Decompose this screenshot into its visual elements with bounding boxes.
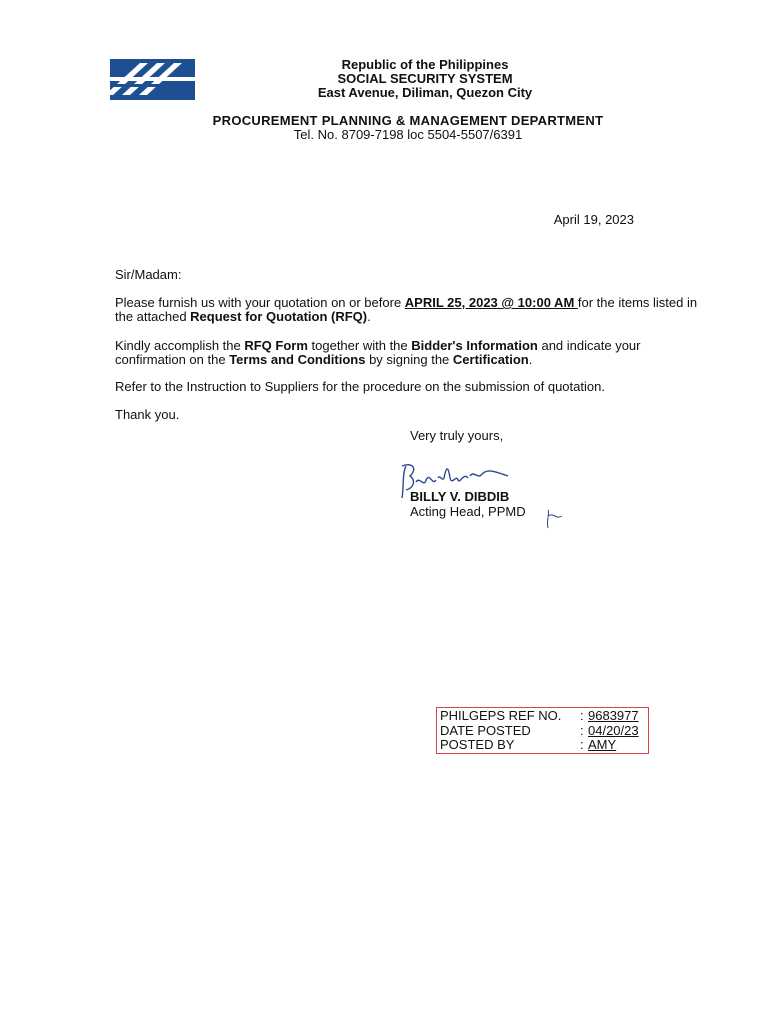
certification-text: Certification bbox=[452, 352, 529, 367]
p2-text-a: Kindly accomplish the bbox=[115, 338, 245, 353]
p1-text-c: . bbox=[367, 309, 371, 324]
posted-by-row bbox=[440, 738, 648, 753]
closing-line: Very truly yours, bbox=[410, 428, 504, 443]
p1-text-a: Please furnish us with your quotation on or before bbox=[115, 295, 405, 310]
posted-by-label: POSTED BY bbox=[440, 737, 515, 752]
date-posted-row bbox=[440, 724, 648, 739]
bidders-info-text: Bidder's Information bbox=[411, 338, 538, 353]
letterhead-country: Republic of the Philippines bbox=[341, 57, 509, 72]
paragraph-refer: Refer to the Instruction to Suppliers for the procedure on the submission of quotation. bbox=[115, 379, 605, 394]
signer-name: BILLY V. DIBDIB bbox=[410, 489, 510, 504]
p2-text-c: and indicate your confirmation on the bbox=[115, 338, 641, 367]
paragraph-instructions bbox=[115, 339, 700, 367]
posted-by-value: AMY bbox=[588, 737, 617, 752]
date-posted-label: DATE POSTED bbox=[440, 722, 531, 738]
p2-text-b: together with the bbox=[307, 338, 412, 353]
department-block bbox=[23, 114, 770, 142]
letterhead bbox=[40, 58, 770, 100]
signer-position: Acting Head, PPMD bbox=[410, 504, 526, 519]
signer-block bbox=[410, 489, 526, 519]
letter-date: April 19, 2023 bbox=[553, 212, 634, 227]
philgeps-ref-row bbox=[440, 709, 648, 724]
letterhead-agency: SOCIAL SECURITY SYSTEM bbox=[337, 71, 513, 86]
posted-by-separator: : bbox=[580, 737, 584, 752]
salutation: Sir/Madam: bbox=[115, 267, 182, 282]
date-posted-separator: : bbox=[580, 722, 584, 738]
letterhead-address: East Avenue, Diliman, Quezon City bbox=[317, 85, 533, 100]
rfq-form-text: RFQ Form bbox=[244, 338, 308, 353]
p1-text-b: for the items listed in the attached bbox=[115, 295, 698, 324]
philgeps-ref-value: 9683977 bbox=[588, 708, 639, 723]
philgeps-ref-separator: : bbox=[580, 708, 584, 723]
terms-text: Terms and Conditions bbox=[229, 352, 366, 367]
paragraph-deadline bbox=[115, 296, 700, 324]
date-posted-value: 04/20/23 bbox=[588, 722, 639, 738]
philgeps-ref-label: PHILGEPS REF NO. bbox=[440, 708, 562, 723]
department-name: PROCUREMENT PLANNING & MANAGEMENT DEPARTMENT bbox=[212, 113, 604, 128]
p2-text-d: by signing the bbox=[365, 352, 453, 367]
rfq-text: Request for Quotation (RFQ) bbox=[190, 309, 368, 324]
philgeps-reference-box bbox=[436, 707, 649, 754]
deadline-text: APRIL 25, 2023 @ 10:00 AM bbox=[404, 295, 578, 310]
department-tel: Tel. No. 8709-7198 loc 5504-5507/6391 bbox=[293, 127, 523, 142]
thank-you: Thank you. bbox=[115, 407, 180, 422]
p2-text-e: . bbox=[528, 352, 533, 367]
